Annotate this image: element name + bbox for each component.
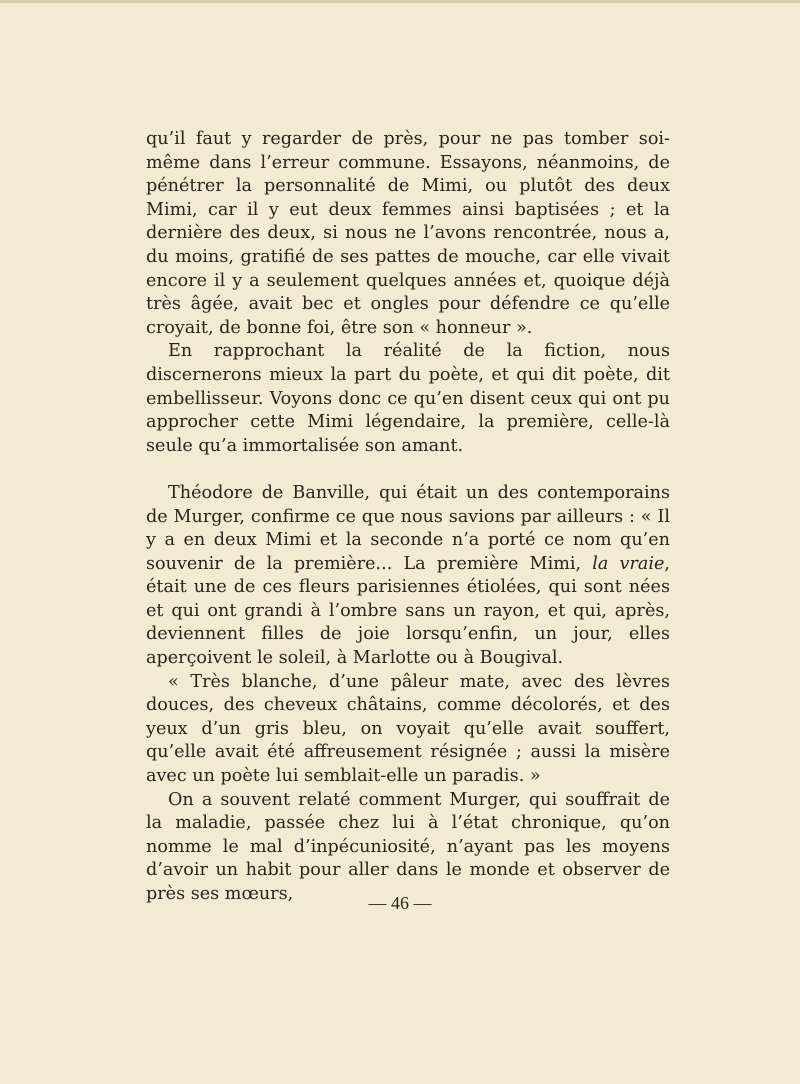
- page-number: — 46 —: [368, 893, 432, 913]
- paragraph-3-tail: , était une de ces fleurs parisiennes étiolées, qui sont nées et qui ont grandi à l’ombre sans un rayon, et qui, après, deviennent filles de joie lorsqu’enfin, un jour, elles aperçoivent le soleil, à Marlotte ou à Bougival.: [146, 553, 671, 669]
- paragraph-1: qu’il faut y regarder de près, pour ne pas tomber soi-même dans l’erreur commune. Essayons, néanmoins, de pénétrer la personnalité de Mimi, ou plutôt des deux Mimi, car il y eut deux femmes ainsi baptisées ; et la dernière des deux, si nous ne l’avons rencontrée, nous a, du moins, gratifié de ses pattes de mouche, car elle vivait encore il y a seulement quelques années et, quoique déjà très âgée, avait bec et ongles pour défendre ce qu’elle croyait, de bonne foi, être son « honneur ».: [146, 129, 670, 338]
- paragraph-2: En rapprochant la réalité de la fiction, nous discernerons mieux la part du poète, et qui dit poète, dit embellisseur. Voyons donc ce qu’en disent ceux qui ont pu approcher cette Mimi légendaire, la première, celle-là seule qu’a immortalisée son amant.: [146, 341, 670, 456]
- paragraph-3-head: Théodore de Banville, qui était un des contemporains de Murger, confirme ce que nous savions par ailleurs : « Il y a en deux Mimi et la seconde n’a porté ce nom qu’en souvenir de la première... La première Mimi,: [146, 482, 670, 574]
- body-text: [146, 128, 670, 907]
- paragraph-3: [146, 482, 670, 671]
- paragraph-gap: [146, 458, 670, 482]
- page-top-edge: [0, 0, 800, 3]
- paragraph-5: On a souvent relaté comment Murger, qui souffrait de la maladie, passée chez lui à l’état chronique, qu’on nomme le mal d’inpécuniosité, n’ayant pas les moyens d’avoir un habit pour aller dans le monde et observer de près ses mœurs,: [146, 789, 670, 904]
- paragraph-4: « Très blanche, d’une pâleur mate, avec des lèvres douces, des cheveux châtains, comme décolorés, et des yeux d’un gris bleu, on voyait qu’elle avait souffert, qu’elle avait été affreusement résignée ; aussi la misère avec un poète lui semblait-elle un paradis. »: [146, 671, 670, 787]
- italic-phrase: la vraie: [592, 553, 665, 574]
